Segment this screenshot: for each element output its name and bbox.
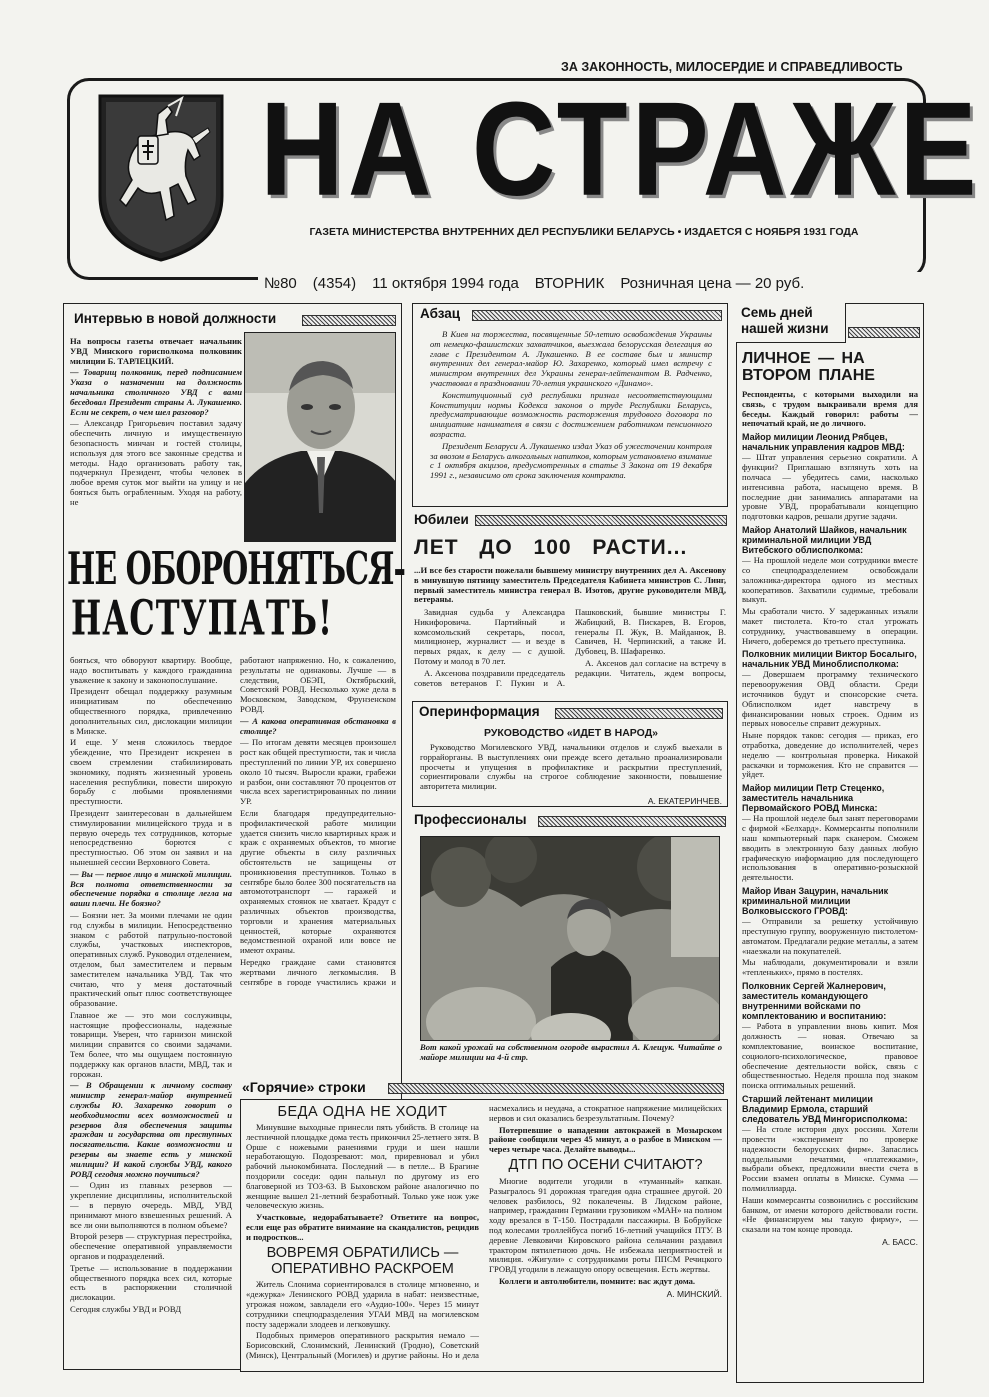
jubilee-text bbox=[414, 608, 726, 698]
hot-headline-3: ДТП ПО ОСЕНИ СЧИТАЮТ? bbox=[508, 1156, 703, 1173]
paragraph: Второй резерв — структурная перестройка, обеспечение оперативной управляемости органов и подразделений. bbox=[70, 1231, 232, 1262]
pahonia-coat-of-arms-icon bbox=[96, 92, 226, 264]
week-lead: Респонденты, с которыми выходили на связь, с трудом выкраивали время для беседы. Каждый говорил: работы — непочатый край, не до личного. bbox=[742, 390, 918, 429]
paragraph: Житель Слонима сориентировался в столице мгновенно, и «дежурка» Ленинского РОВД ударила в набат: неизвестные, угрожая ножом, завладели его «Аудио-100». Через 15 минут сотрудники спецподразделения УГАИ МВД на могилевском посту задержали злодеев и легковушку. bbox=[246, 1279, 479, 1329]
hot-headline-2: ВОВРЕМЯ ОБРАТИЛИСЬ — ОПЕРАТИВНО РАСКРОЕМ bbox=[266, 1244, 459, 1277]
operinfo-rubric: Оперинформация bbox=[419, 704, 540, 719]
respondent-heading: Полковник Сергей Жалнерович, заместитель командующего внутренними войсками по комплектованию и воспитанию: bbox=[742, 981, 887, 1022]
interview-headline bbox=[67, 543, 405, 647]
paragraph: — Один из главных резервов — укрепление дисциплины, исполнительской — в первую очередь. МВД, УВД принимают много взвешенных решений. А все ли они выполняются в полном объеме? bbox=[70, 1180, 232, 1230]
hot-appeal: Коллеги и автолюбители, помните: вас ждут дома. bbox=[499, 1275, 696, 1286]
paragraph: Нередко граждане сами становятся жертвами личного легкомыслия. В сентябре в городе участились кражи и bbox=[240, 956, 396, 986]
interview-lead: На вопросы газеты отвечает начальник УВД Минского горисполкома полковник милиции Б. ТАРЛЕЦКИЙ. bbox=[70, 337, 242, 366]
jubilee-lead-text: ...И все без старости пожелали бывшему министру внутренних дел А. Аксенову в минувшую пятницу заместитель Председателя Кабинета министров С. Линг, первый заместитель министра генерал В. Изотов, другие руководители МВД, ветераны. bbox=[414, 565, 726, 605]
respondent-heading: Майор Анатолий Шайков, начальник криминальной милиции УВД Витебского облисполкома: bbox=[742, 524, 907, 556]
paragraph: — Отправили за решетку устойчивую преступную группу, вооруженную пистолетом-автоматом. Предлагали редкие металлы, а затем «наезжали на покупателей. bbox=[742, 916, 918, 956]
photo-caption-text: Вот какой урожай на собственном огороде вырастил А. Клещук. Читайте о майоре милиции на 4-й стр. bbox=[420, 1042, 722, 1062]
paragraph: — На прошлой неделе мои сотрудники вместе со спецподразделением освобождали заложника-директора одного из местных кооперативов. Захватили судимые, требовали выкуп. bbox=[742, 555, 918, 605]
interview-question: — Вы — первое лицо в минской милиции. Вся полнота ответственности за обеспечение порядка в столице легла на ваши плечи. Не боязно? bbox=[70, 868, 232, 909]
hot-headline-1: БЕДА ОДНА НЕ ХОДИТ bbox=[277, 1104, 448, 1120]
masthead-subtitle: ГАЗЕТА МИНИСТЕРСТВА ВНУТРЕННИХ ДЕЛ РЕСПУБЛИКИ БЕЛАРУСЬ • ИЗДАЕТСЯ С НОЯБРЯ 1931 ГОДА bbox=[309, 226, 859, 238]
rubric-hatch bbox=[472, 310, 722, 321]
paragraph: Подобных примеров оперативного раскрытия немало — Борисовский, Слонимский, Ленинский (Гродно), Советский (Минск), Центральный (Могилев) и другие районы. Но и дела насмехались и неудача, а стократное напряжение милицейских нервов и сил оказались безрезультатным. Почему? bbox=[246, 1104, 722, 1361]
interview-answer-1: — Александр Григорьевич поставил задачу обеспечить личную и имущественную безопасность минчан и гостей столицы, используя для этого все законные средства и методы. Надо организовать работу так, подчеркнул Президент, чтобы человек в любое время суток мог выйти на улицу и не бояться быть ограбленным. Уходя на работу, не bbox=[70, 418, 242, 507]
interview-question: — В Обращении к личному составу министр генерал-майор внутренней службы Ю. Захаренко говорит о необходимости всех возможностей и резервов для обеспечения защиты граждан и государства от преступных посягательств. Какие возможности и резервы вы знаете есть у минской милиции? И какой службы УВД, какого РОВД сегодня можно поучиться? bbox=[70, 1080, 232, 1179]
abzac-text bbox=[430, 330, 712, 504]
paragraph: Завидная судьба у Александра Никифоровича. Партийный и комсомольский секретарь, посол, милиционер, журналист — и везде в первых рядах, к делу — с душой. Потому и молод в 70 лет. bbox=[414, 608, 565, 666]
week-signature: А. БАСС. bbox=[882, 1236, 918, 1247]
newspaper-title: НА СТРАЖЕ bbox=[260, 73, 981, 224]
paragraph: — На столе история двух россиян. Хотели провести «эксперимент по проверке надежности белорусских фирм». Запаслись поддельными печатями, «платежками», выбрали объект, предложили внести счета в России взамен оплаты в Минске. Сумма — полмиллиарда. bbox=[742, 1124, 918, 1193]
jubilee-headline: ЛЕТ ДО 100 РАСТИ... bbox=[414, 536, 688, 559]
paragraph: — Работа в управлении вновь кипит. Моя должность — новая. Отвечаю за комплектование, воинское воспитание, социолого-психологическое, правовое обеспечение деятельности войск, связь с общественностью. Неделя прошла под знаком поиска оптимальных решений. bbox=[742, 1021, 918, 1091]
week-headline: ЛИЧНОЕ — НА ВТОРОМ ПЛАНЕ bbox=[742, 350, 875, 385]
issue-date: 11 октября 1994 года bbox=[372, 274, 519, 292]
respondent-heading: Полковник милиции Виктор Босалыго, начальник УВД Миноблисполкома: bbox=[742, 649, 917, 670]
paragraph: — Штат управления серьезно сократили. А функции? Приглашаю взглянуть хоть на полчаса — убедитесь сами, насколько интенсивна работа, насыщено время. В последние дни занимались аппаратами на уровне УВД, прорабатывали концепцию подготовки кадров, решали другие задачи. bbox=[742, 452, 918, 522]
operinfo-headline: РУКОВОДСТВО «ИДЕТ В НАРОД» bbox=[483, 727, 659, 739]
respondent-heading: Майор Иван Зацурин, начальник криминальной милиции Волковысского ГРОВД: bbox=[742, 886, 889, 917]
issue-serial: (4354) bbox=[312, 274, 357, 292]
paragraph: Многие водители угодили в «туманный» капкан. Разыгралось 91 дорожная трагедия одна страшнее другой. 20 человек разбилось, 92 покалечены. В Лидском районе, например, гражданин Германии грузовиком «МАН» на полном ходу врезался в Т-150. Пострадали пассажиры. В Бобруйске под колесами троллейбуса погиб 16-летний учащийся ПТУ. В деревне Левковичи Кировского района сельчанин раздавил трактором пятилетнюю дочь. Не избежала неприятностей и милиция. «Жигули» с сотрудниками роты ППСМ Речицкого ГРОВД угодили в лежащую опору освещения. Есть жертвы. bbox=[489, 1175, 722, 1275]
interview-rubric: Интервью в новой должности bbox=[74, 311, 277, 326]
rubric-hatch bbox=[538, 816, 726, 827]
interview-headline-line-2: НАСТУПАТЬ! bbox=[71, 589, 334, 647]
issue-weekday: ВТОРНИК bbox=[534, 274, 605, 292]
interview-column-1 bbox=[70, 656, 232, 1368]
paragraph: Сегодня службы УВД и РОВД bbox=[70, 1304, 182, 1314]
jubilee-lead bbox=[414, 566, 726, 607]
paragraph: Президент заинтересован в дальнейшем стимулировании милицейского труда и в первую очередь тех сотрудников, которые непосредственно борются с преступностью. Об этом он заявил и на нынешней сессии Верховного Совета. bbox=[70, 807, 232, 867]
paragraph: — Довершаем программу технического перевооружения ОВД области. Среди источников будут и спонсорские счета. Облисполком идет навстречу в финансировании новых строек. Одним из первых новоселье справит дежурных. bbox=[742, 669, 918, 729]
interview-column-2 bbox=[240, 656, 396, 986]
photo-caption bbox=[420, 1043, 722, 1065]
rubric-hatch bbox=[388, 1083, 724, 1094]
rubric-hatch bbox=[848, 327, 920, 338]
paragraph: — На прошлой неделе был занят переговорами с фирмой «Белхард». Коммерсанты пополнили наш компьютерный парк сканером. Сможем вводить в электронную базу данных любую графическую информацию для последующего использования в оперативно-розыскной деятельности. bbox=[742, 813, 918, 883]
paragraph: Конституционный суд республики признал несоответствующими Конституции нормы Кодекса законов о труде Республики Беларусь, предусматривающие возможность расторжения трудового договора по инициативе нанимателя в связи с достижением работником пенсионного возраста. bbox=[430, 389, 712, 439]
paragraph: Ныне порядок таков: сегодня — приказ, его отработка, доведение до исполнителей, через неделю — контрольная проверка. Никакой раскачки и торможения. Кто не справится — уйдет. bbox=[742, 730, 918, 780]
hot-lines-rubric: «Горячие» строки bbox=[242, 1079, 366, 1095]
paragraph: работают напряженно. Но, к сожалению, результаты не одинаковы. Лучше — в следствии, ОБЭП, Октябрьский, Советский РОВД. Несколько хуже дела в Московском, Заводском, Фрунзенском РОВД. bbox=[240, 656, 396, 714]
hot-appeal: Участковые, недорабатываете? Ответите на вопрос, если еще раз обратите внимание на скандалистов, рецидив и подростков... bbox=[246, 1212, 479, 1242]
interview-lead-column bbox=[70, 337, 242, 552]
hot-lines-text bbox=[246, 1104, 722, 1370]
interview-question: — А какова оперативная обстановка в столице? bbox=[240, 715, 396, 736]
paragraph: Если благодаря предупредительно-профилактической работе милиции удается снизить число квартирных краж и краж с охраняемых объектов, то многие другие объекты в силу различных обстоятельств не защищены от проникновения преступников. Только в сентябре было более 300 посягательств на автомототранспорт — гаражей и охраняемых стоянок не хватает. Крадут с различных объектов производства, торговли и хранения материальных ценностей, которые охраняются ведомственной охраной или вовсе не имеют охраны. bbox=[240, 807, 396, 956]
paragraph: Мы наблюдали, документировали и взяли «тепленьких», прямо в постелях. bbox=[742, 957, 918, 978]
harvest-photo bbox=[420, 836, 720, 1041]
paragraph: И еще. У меня сложилось твердое убеждение, что Президент искренен в своем стремлении стабилизировать экономику, поднять жизненный уровень населения республики, повести широкую борьбу с любыми проявлениями преступности. bbox=[70, 737, 232, 807]
week-rubric: Семь дней нашей жизни bbox=[741, 305, 829, 337]
issue-line bbox=[258, 272, 922, 294]
respondent-heading: Майор милиции Петр Стеценко, заместитель начальника Первомайского РОВД Минска: bbox=[742, 783, 885, 814]
respondent-heading: Майор милиции Леонид Рябцев, начальник управления кадров МВД: bbox=[742, 432, 905, 453]
issue-price: Розничная цена — 20 руб. bbox=[620, 274, 805, 292]
paragraph: бояться, что обворуют квартиру. Вообще, надо воспитывать у каждого гражданина уважение к закону и законопослушание. bbox=[70, 656, 232, 685]
rubric-hatch bbox=[555, 708, 723, 719]
issue-number: №80 bbox=[264, 274, 297, 292]
interview-headline-line-1: НЕ ОБОРОНЯТЬСЯ- bbox=[67, 543, 405, 596]
paragraph: Минувшие выходные принесли пять убийств. В столице на лестничной площадке дома тесть прикончил 25-летнего зятя. В Орше с ножевыми ранениями груди и шеи нашли неработающую. Подозревают: мол, приревновал и убил рабочий льнокомбината. Последний — в петле... В Брагине поздорили соседи: один пальнул по другому из его благоверной из ТОЗ-63. В Быховском районе аналогично по женщине вышел 21-летний безработный. Только уже нож уже человеческую жизнь. bbox=[246, 1122, 479, 1211]
rubric-hatch bbox=[302, 315, 396, 326]
operinfo-signature: А. ЕКАТЕРИНЧЕВ. bbox=[647, 795, 722, 806]
portrait-photo bbox=[244, 332, 396, 542]
jubilee-rubric: Юбилеи bbox=[414, 512, 469, 527]
respondent-heading: Старший лейтенант милиции Владимир Ермола, старший следователь УВД Мингорисполкома: bbox=[742, 1093, 908, 1125]
paragraph: Руководство Могилевского УВД, начальники отделов и служб выехали в горрайорганы. В выступлениях они прежде всего детально проанализировали просчеты и упущения в профилактике и раскрытии преступлений, сориентировали службы на строгое соблюдение законности, повышение авторитета милиции. bbox=[420, 742, 722, 792]
paragraph: Третье — использование в поддержании общественного порядка всех сил, которые есть в распоряжении столичной дислокации. bbox=[70, 1262, 232, 1303]
paragraph: Главное же — это мои сослуживцы, настоящие профессионалы, надежные товарищи. Уверен, что гарнизон минской милиции справится со своими задачами. Тем более, что мы ощущаем постоянную поддержку как органов власти, МВД, так и горожан. bbox=[70, 1009, 232, 1079]
masthead-motto: ЗА ЗАКОННОСТЬ, МИЛОСЕРДИЕ И СПРАВЕДЛИВОСТЬ bbox=[555, 60, 909, 74]
professionals-rubric: Профессионалы bbox=[414, 812, 527, 827]
week-text bbox=[742, 390, 918, 1378]
paragraph: Президент Беларуси А. Лукашенко издал Указ об ужесточении контроля за ввозом в Беларусь алкогольных напитков, которым установлено взимание с 1 октября акцизов, предусмотренных в статье 3 Закона от 19 декабря 1991 г., независимо от срока заключения контракта. bbox=[430, 440, 712, 481]
abzac-rubric: Абзац bbox=[420, 306, 461, 321]
hot-appeal: Потерпевшие о нападении автокражей в Мозырском районе сообщили через 45 минут, а о разбое в Минском — через четыре часа. Делайте выводы... bbox=[489, 1124, 722, 1155]
rubric-hatch bbox=[475, 515, 727, 526]
paragraph: Мы сработали чисто. У задержанных изъяли макет пистолета. Кто-то стал угрожать сотруднику, участвовавшему в операции. Ничего, доберемся до третьего преступника. bbox=[742, 606, 918, 646]
paragraph: В Киев на торжества, посвященные 50-летию освобождения Украины от немецко-фашистских захватчиков, выезжала белорусская делегация во главе с Президентом А. Лукашенко. В ее составе был и министр внутренних дел генерал-майор Ю. Захаренко, который имел встречу с министром внутренних дел Украины генерал-лейтенантом В. Радченко, участвовал в праздновании 70-летия украинского «Динамо». bbox=[430, 330, 712, 388]
paragraph: А. Аксенова поздравили председатель советов ветеранов Г. Пукин и А. Пашковский, бывшие министры Г. Жабицкий, В. Пискарев, В. Егоров, генералы П. Жук, В. Майданюк, В. Савичев, Н. Черпинский, а также И. Дубовец, В. Шафаренко. bbox=[414, 608, 726, 688]
paragraph: А. Аксенов дал согласие на встречу в редакции. Читатель, ждем вопросы, bbox=[575, 657, 726, 678]
operinfo-text bbox=[420, 743, 722, 806]
paragraph: Наши коммерсанты созвонились с российским банком, от имени которого действовали гости. «Не финансируем мы такую фирму», — сказали на том конце провода. bbox=[742, 1194, 918, 1235]
paragraph: — Боязни нет. За моими плечами не один год службы в милиции. Непосредственно знаком с работой патрульно-постовой службы, участковых инспекторов, оперативных служб. Руководил отделением, отделом, был заместителем и первым заместителем начальника УВД. Так что считаю, что у меня достаточный практический опыт плюс соответствующее образование. bbox=[70, 909, 232, 1009]
paragraph: — По итогам девяти месяцев произошел рост как общей преступности, так и числа преступлений по линии УР, их совершено около 10 тысяч. Выросли кражи, грабежи и разбои, они составляют 70 процентов от числа всех зарегистрированных по линии УР. bbox=[240, 737, 396, 807]
interview-question-1: — Товарищ полковник, перед подписанием Указа о назначении на должность начальника столичного УВД с вами беседовал Президент страны А. Лукашенко. Если не секрет, о чем шел разговор? bbox=[70, 367, 242, 417]
hot-signature: А. МИНСКИЙ. bbox=[666, 1288, 722, 1299]
paragraph: Президент обещал поддержку разумным инициативам по обеспечению общественного порядка, привлечению дополнительных сил, дислокации милиции в Минске. bbox=[70, 686, 232, 736]
